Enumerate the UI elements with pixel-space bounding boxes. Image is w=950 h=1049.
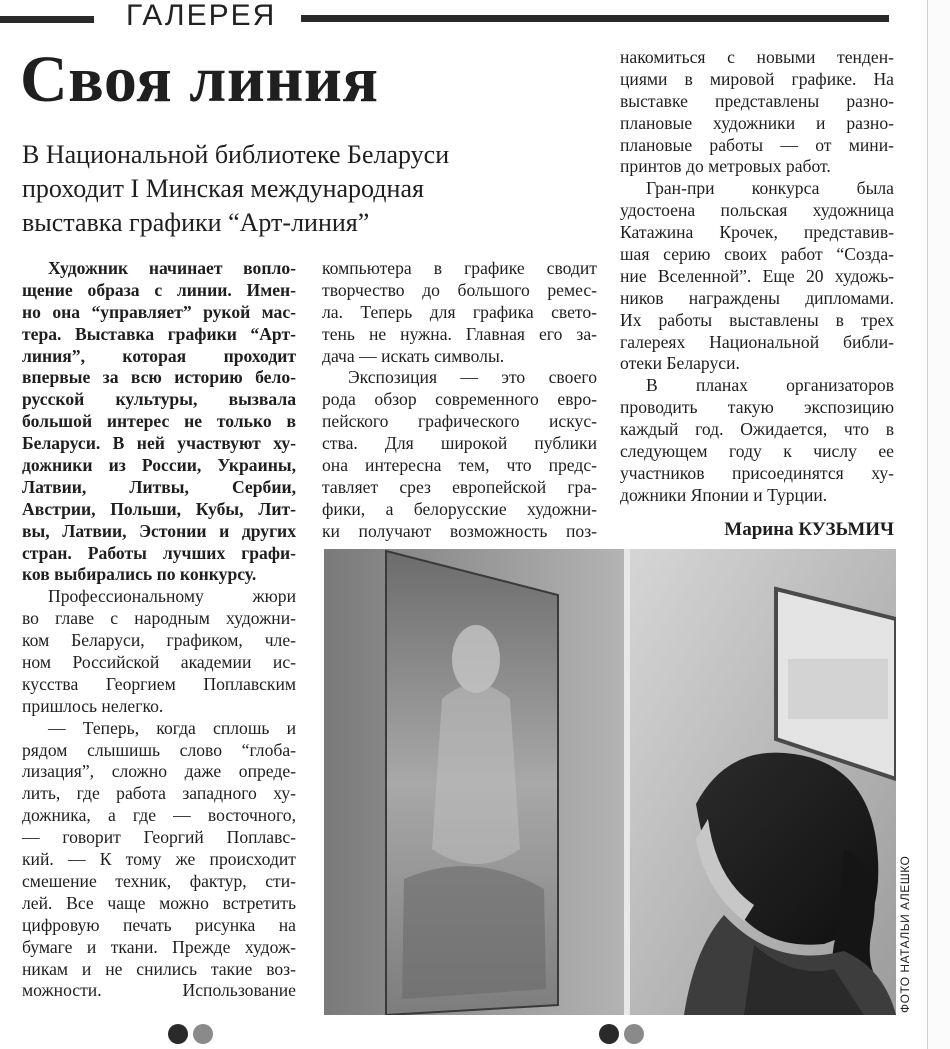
text-line: Их работы выставлены в трех (620, 309, 894, 330)
text-line: — говорит Георгий Поплавс- (22, 827, 296, 848)
text-line: дожника, а где — восточного, (22, 805, 296, 826)
author-byline: Марина КУЗЬМИЧ (724, 519, 894, 540)
text-line: проводить такую экспозицию (620, 397, 894, 418)
text-line: галереях Национальной библи- (620, 331, 894, 352)
decorative-dot (168, 1024, 188, 1044)
text-line: Экспозиция — это своего (348, 367, 597, 388)
text-line: В планах организаторов (646, 375, 894, 396)
text-line: Художник начинает вопло- (48, 258, 296, 278)
text-line: цифровую печать рисунка на (22, 914, 296, 935)
text-line: рода обзор современного евро- (322, 389, 597, 410)
text-line: русской культуры, вызвала (22, 389, 296, 410)
text-line: отеки Беларуси. (620, 353, 740, 374)
text-column-3 (620, 47, 894, 507)
text-line: — Теперь, когда сплошь и (48, 717, 296, 738)
text-line: участников присоединятся ху- (620, 462, 894, 483)
text-line: ников награждены дипломами. (620, 287, 894, 308)
text-line: плановые художники и разно- (620, 112, 894, 133)
adjacent-page-edge (927, 0, 950, 1049)
text-line: тера. Выставка графики “Арт- (22, 323, 296, 344)
text-line: кий. — К тому же происходит (22, 849, 296, 870)
text-line: рядом слышишь слово “глоба- (22, 739, 296, 760)
text-column-1 (22, 258, 296, 1002)
text-line: большой интерес не только в (22, 411, 296, 432)
text-line: Профессиональному жюри (48, 586, 296, 607)
text-line: Латвии, Литвы, Сербии, (22, 476, 296, 497)
text-line: щение образа с линии. Имен- (22, 279, 296, 300)
section-rule-left (0, 16, 94, 23)
text-line: каждый год. Ожидается, что в (620, 419, 894, 440)
text-line: ном Российской академии ис- (22, 652, 296, 673)
text-line: во главе с народным художни- (22, 608, 296, 629)
decorative-dot (193, 1024, 213, 1044)
text-line: Гран-при конкурса была (646, 178, 894, 199)
photo-credit: ФОТО НАТАЛЬИ АЛЕШКО (898, 855, 912, 1013)
lead-line: В Национальной библиотеке Беларуси (22, 140, 450, 169)
text-line: фики, а белорусские художни- (322, 498, 597, 519)
text-line: дожники из России, Украины, (22, 455, 296, 476)
text-line: принтов до метровых работ. (620, 156, 831, 177)
text-line: циями в мировой графике. На (620, 68, 894, 89)
article-lead (22, 138, 602, 240)
text-line: но она “управляет” рукой мас- (22, 301, 296, 322)
text-line: Катажина Крочек, представив- (620, 222, 894, 243)
photo-illustration (324, 549, 896, 1015)
text-line: Австрии, Польши, Кубы, Лит- (22, 498, 296, 519)
text-line: ком Беларуси, графиком, чле- (22, 630, 296, 651)
text-line: смешение техник, фактур, сти- (22, 870, 296, 891)
text-line: дача — искать символы. (322, 345, 505, 366)
text-line: лить, где работа западного ху- (22, 783, 296, 804)
text-line: лизация”, сложно даже опреде- (22, 761, 296, 782)
text-line: ки получают возможность поз- (322, 520, 597, 541)
text-line: ков выбирались по конкурсу. (22, 564, 257, 585)
text-line: тень не нужна. Главная его за- (322, 323, 597, 344)
text-line: накомиться с новыми тенден- (620, 47, 894, 67)
text-line: пейского графического искус- (322, 411, 597, 432)
text-line: тавляет срез европейской гра- (322, 476, 597, 497)
lead-line: выставка графики “Арт-линия” (22, 208, 370, 237)
text-line: она интересна тем, что предс- (322, 455, 597, 476)
text-line: Беларуси. В ней участвуют ху- (22, 433, 296, 454)
text-line: следующем году к числу ее (620, 441, 894, 462)
text-line: вы, Латвии, Эстонии и других (22, 520, 296, 541)
text-line: творчество до большого ремес- (322, 279, 597, 300)
text-column-2 (322, 258, 597, 543)
exhibition-photo (324, 549, 896, 1015)
text-line: кусства Георгием Поплавским (22, 673, 296, 694)
text-line: пришлось нелегко. (22, 695, 164, 716)
text-line: ла. Теперь для графика свето- (322, 301, 597, 322)
text-line: выставке представлены разно- (620, 90, 894, 111)
text-line: линия”, которая проходит (22, 345, 296, 366)
text-line: лей. Все чаще можно встретить (22, 892, 296, 913)
text-line: ние Вселенной”. Еще 20 художь- (620, 265, 894, 286)
decorative-dot (599, 1024, 619, 1044)
article-headline: Своя линия (20, 43, 379, 116)
decorative-dot (624, 1024, 644, 1044)
text-line: удостоена польская художница (620, 200, 894, 221)
lead-line: проходит I Минская международная (22, 174, 424, 203)
text-line: впервые за всю историю бело- (22, 367, 296, 388)
text-line: никам и не снились такие воз- (22, 958, 296, 979)
text-line: можности. Использование (22, 980, 296, 1001)
text-line: бумаге и ткани. Прежде худож- (22, 936, 296, 957)
section-rule-right (301, 15, 889, 22)
text-line: компьютера в графике сводит (322, 258, 597, 278)
text-line: ства. Для широкой публики (322, 433, 597, 454)
section-rubric: ГАЛЕРЕЯ (126, 0, 277, 32)
text-line: шая серию своих работ “Созда- (620, 244, 894, 265)
text-line: дожники Японии и Турции. (620, 484, 828, 505)
text-line: стран. Работы лучших графи- (22, 542, 296, 563)
text-line: плановые работы — от мини- (620, 134, 894, 155)
